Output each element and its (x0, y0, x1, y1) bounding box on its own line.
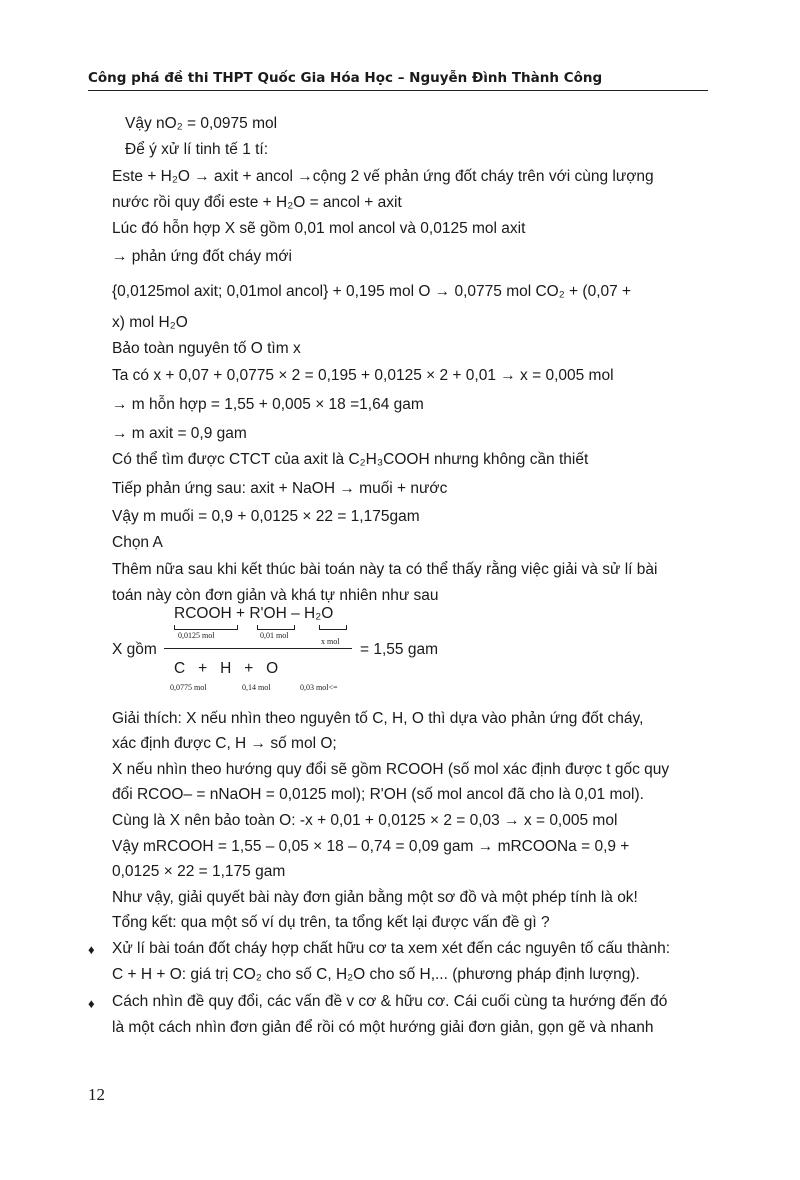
formula-note: 0,14 mol (242, 683, 271, 692)
formula-note: 0,0125 mol (178, 631, 215, 640)
text-line: Để ý xử lí tinh tế 1 tí: (125, 141, 269, 158)
formula-denominator: C + H + O (174, 660, 279, 677)
text-line: 0,0125 × 22 = 1,175 gam (112, 863, 286, 880)
fraction-bar (164, 648, 352, 649)
page-number: 12 (88, 1085, 105, 1104)
text-line: Lúc đó hỗn hợp X sẽ gồm 0,01 mol ancol và 0,0125 mol axit (112, 220, 526, 237)
text-line: Vậy nO₂ = 0,0975 mol (125, 115, 278, 132)
text-line: → m hỗn hợp = 1,55 + 0,005 × 18 =1,64 gam (112, 396, 424, 413)
underbrace (257, 625, 295, 630)
text-line: Cùng là X nên bảo toàn O: -x + 0,01 + 0,0125 × 2 = 0,03 → x = 0,005 mol (112, 812, 618, 829)
diamond-bullet-icon: ♦ (88, 996, 95, 1011)
text-line: xác định được C, H → số mol O; (112, 735, 337, 752)
formula-note: 0,0775 mol (170, 683, 207, 692)
underbrace (319, 625, 347, 630)
text-line: → phản ứng đốt cháy mới (112, 248, 292, 265)
text-line: Este + H₂O → axit + ancol →cộng 2 vế phản ứng đốt cháy trên với cùng lượng (112, 168, 654, 185)
text-line: x) mol H₂O (112, 314, 188, 331)
text-line: Như vậy, giải quyết bài này đơn giản bằng một sơ đồ và một phép tính là ok! (112, 889, 638, 906)
text-line: X nếu nhìn theo hướng quy đổi sẽ gồm RCOOH (số mol xác định được t gốc quy (112, 761, 670, 778)
text-line: toán này còn đơn giản và khá tự nhiên như sau (112, 587, 439, 604)
formula-note: x mol (321, 637, 340, 646)
formula-note: 0,03 mol<= (300, 683, 338, 692)
running-header: Công phá đề thi THPT Quốc Gia Hóa Học – Nguyễn Đình Thành Công (88, 70, 708, 91)
bullet-text: Xử lí bài toán đốt cháy hợp chất hữu cơ ta xem xét đến các nguyên tố cấu thành: (112, 940, 671, 957)
text-line: Vậy mRCOOH = 1,55 – 0,05 × 18 – 0,74 = 0,09 gam → mRCOONa = 0,9 + (112, 838, 630, 855)
text-line: nước rồi quy đổi este + H₂O = ancol + axit (112, 194, 402, 211)
bullet-text: C + H + O: giá trị CO₂ cho số C, H₂O cho số H,... (phương pháp định lượng). (112, 966, 640, 983)
text-line: Tiếp phản ứng sau: axit + NaOH → muối + nước (112, 480, 448, 497)
diamond-bullet-icon: ♦ (88, 942, 95, 957)
text-line: đổi RCOO– = nNaOH = 0,0125 mol); R'OH (số mol ancol đã cho là 0,01 mol). (112, 786, 644, 803)
bullet-text: là một cách nhìn đơn giản để rồi có một hướng giải đơn giản, gọn gẽ và nhanh (112, 1019, 654, 1036)
formula-result: = 1,55 gam (360, 641, 438, 658)
text-line: Vậy m muối = 0,9 + 0,0125 × 22 = 1,175gam (112, 508, 420, 525)
text-line: Bảo toàn nguyên tố O tìm x (112, 340, 301, 357)
text-line: Có thể tìm được CTCT của axit là C₂H₃COOH nhưng không cần thiết (112, 451, 589, 468)
underbrace (174, 625, 238, 630)
formula-note: 0,01 mol (260, 631, 289, 640)
text-line: {0,0125mol axit; 0,01mol ancol} + 0,195 mol O → 0,0775 mol CO₂ + (0,07 + (112, 283, 632, 300)
text-line: Tổng kết: qua một số ví dụ trên, ta tổng kết lại được vấn đề gì ? (112, 914, 550, 931)
bullet-text: Cách nhìn đề quy đổi, các vấn đề v cơ & hữu cơ. Cái cuối cùng ta hướng đến đó (112, 993, 668, 1010)
text-line: Chọn A (112, 534, 163, 551)
text-line: Giải thích: X nếu nhìn theo nguyên tố C, H, O thì dựa vào phản ứng đốt cháy, (112, 710, 644, 727)
text-line: Ta có x + 0,07 + 0,0775 × 2 = 0,195 + 0,0125 × 2 + 0,01 → x = 0,005 mol (112, 367, 614, 384)
formula-numerator: RCOOH + R'OH – H₂O (174, 605, 334, 622)
formula-x-label: X gồm (112, 641, 157, 658)
text-line: → m axit = 0,9 gam (112, 425, 247, 442)
conversion-formula (112, 605, 582, 695)
text-line: Thêm nữa sau khi kết thúc bài toán này ta có thể thấy rằng việc giải và sử lí bài (112, 561, 658, 578)
